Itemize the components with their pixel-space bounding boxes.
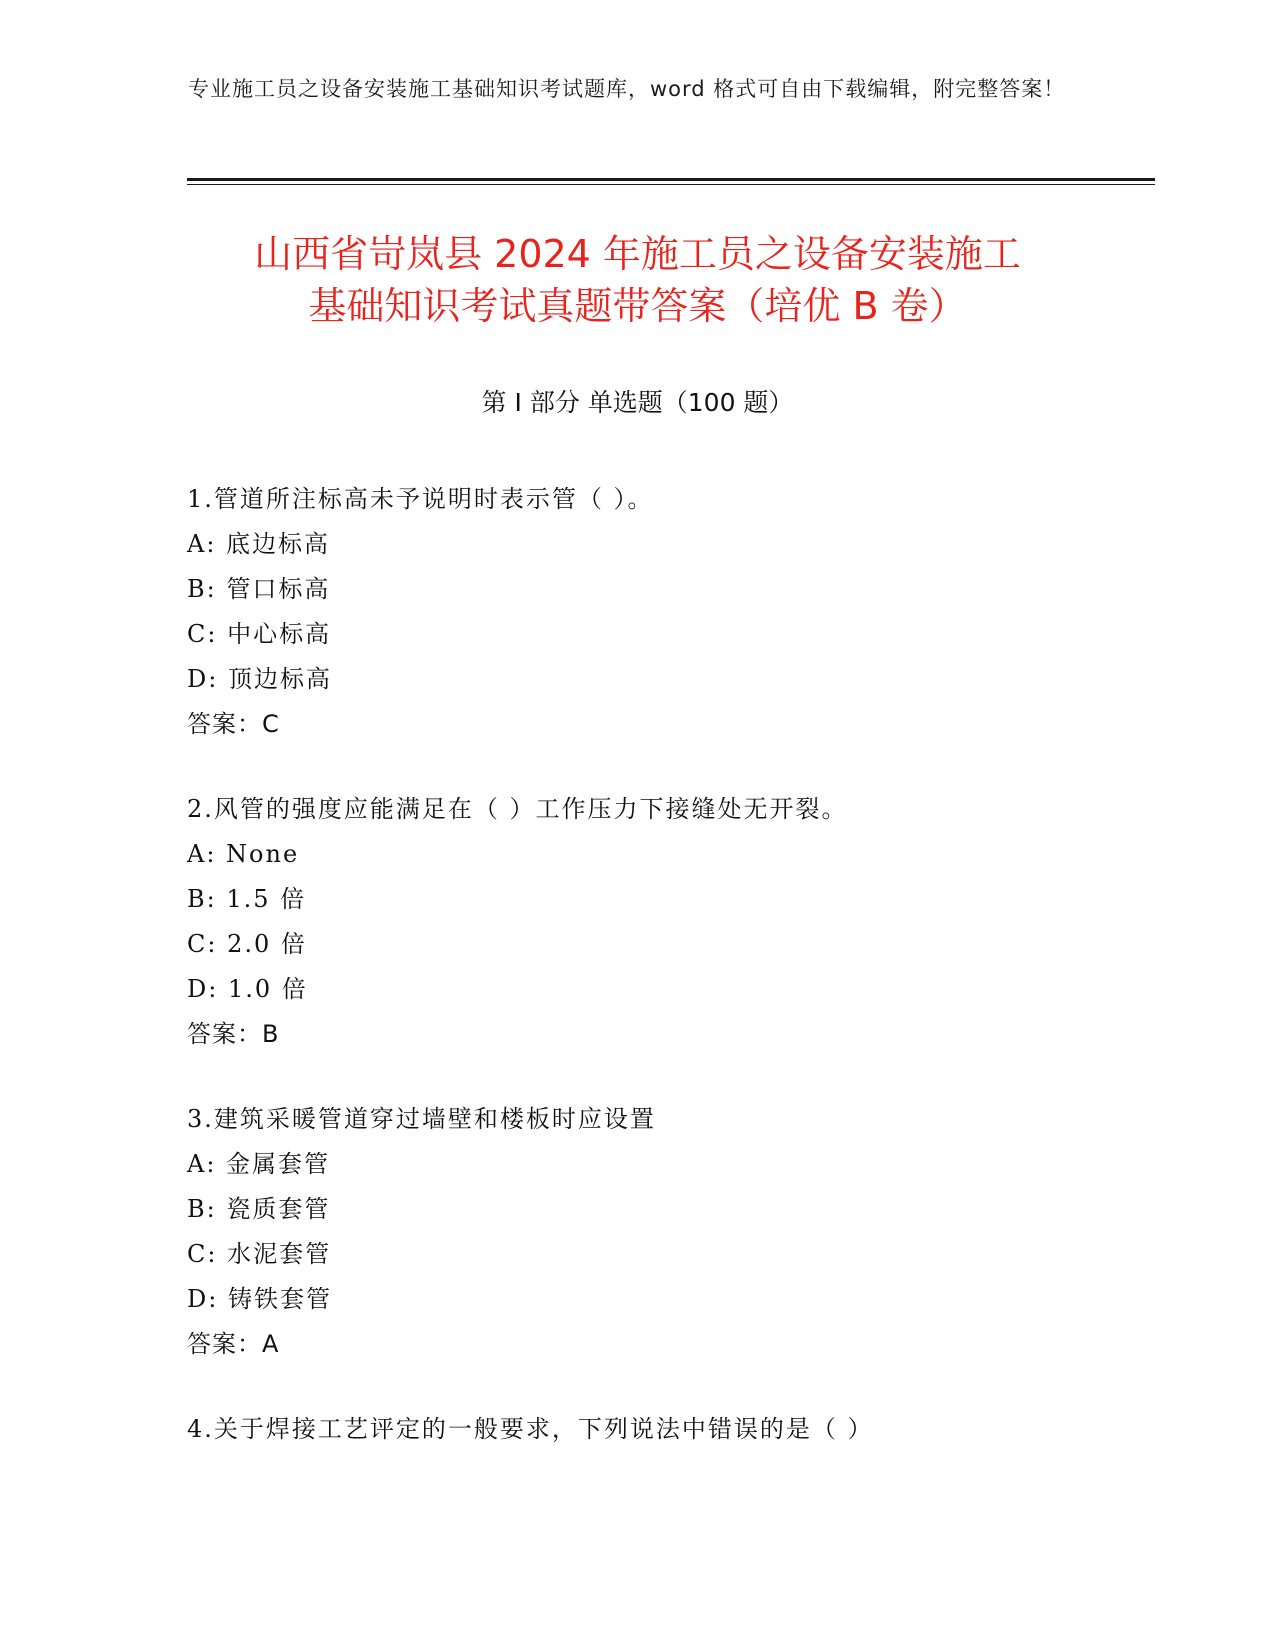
answer: 答案：A xyxy=(187,1330,280,1358)
option-b: B: 管口标高 xyxy=(187,575,331,603)
question-list xyxy=(187,477,1147,1492)
option-b: B: 1.5 倍 xyxy=(187,885,307,913)
question-2 xyxy=(187,787,1147,1057)
answer: 答案：B xyxy=(187,1020,280,1048)
option-b: B: 瓷质套管 xyxy=(187,1195,331,1223)
question-1 xyxy=(187,477,1147,747)
document-title-line-2: 基础知识考试真题带答案（培优 B 卷） xyxy=(308,284,967,328)
question-stem: 4.关于焊接工艺评定的一般要求，下列说法中错误的是（ ） xyxy=(187,1415,874,1443)
question-stem: 1.管道所注标高未予说明时表示管（ ）。 xyxy=(187,485,654,513)
option-d: D: 铸铁套管 xyxy=(187,1285,332,1313)
option-d: D: 顶边标高 xyxy=(187,665,332,693)
option-d: D: 1.0 倍 xyxy=(187,975,308,1003)
header-note: 专业施工员之设备安装施工基础知识考试题库，word 格式可自由下载编辑，附完整答案！ xyxy=(188,77,1066,101)
question-4 xyxy=(187,1407,1147,1452)
option-c: C: 中心标高 xyxy=(187,620,332,648)
option-c: C: 水泥套管 xyxy=(187,1240,332,1268)
option-a: A: 金属套管 xyxy=(187,1150,331,1178)
header-divider-thin xyxy=(187,184,1155,185)
header-divider-thick xyxy=(187,178,1155,181)
option-a: A: 底边标高 xyxy=(187,530,331,558)
option-c: C: 2.0 倍 xyxy=(187,930,307,958)
option-a: A: None xyxy=(187,840,300,868)
section-title: 第 I 部分 单选题（100 题） xyxy=(481,388,794,417)
question-stem: 3.建筑采暖管道穿过墙壁和楼板时应设置 xyxy=(187,1105,656,1133)
question-3 xyxy=(187,1097,1147,1367)
question-stem: 2.风管的强度应能满足在（ ）工作压力下接缝处无开裂。 xyxy=(187,795,848,823)
document-title xyxy=(150,228,1125,332)
answer: 答案：C xyxy=(187,710,280,738)
document-title-line-1: 山西省岢岚县 2024 年施工员之设备安装施工 xyxy=(254,232,1021,276)
